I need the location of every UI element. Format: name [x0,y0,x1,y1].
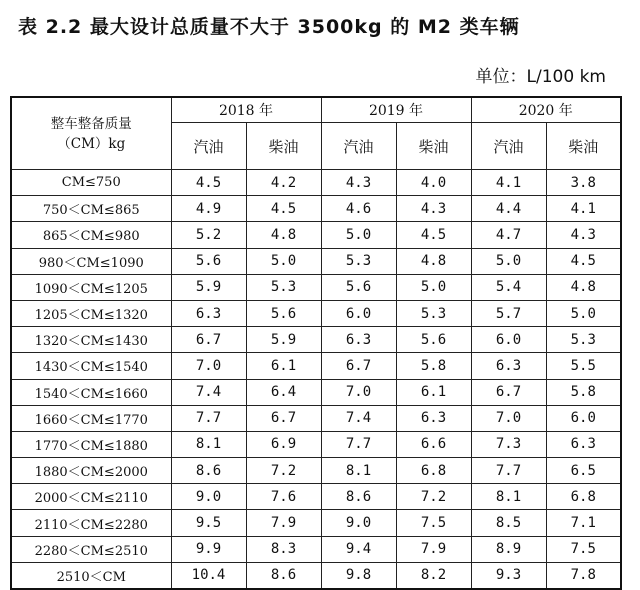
table-row [11,510,621,536]
table-title: 表 2.2 最大设计总质量不大于 3500kg 的 M2 类车辆 [18,16,520,38]
consumption-value-cell: 7.7 [171,405,246,431]
consumption-value-cell: 6.1 [396,379,471,405]
consumption-value-cell: 5.6 [171,248,246,274]
consumption-value-cell: 6.1 [246,353,321,379]
table-row [11,484,621,510]
consumption-value-cell: 5.3 [246,274,321,300]
table-row [11,196,621,222]
table-body [11,170,621,590]
fuel-header-gasoline: 汽油 [171,123,246,170]
consumption-value-cell: 4.3 [321,170,396,196]
consumption-value-cell: 6.3 [396,405,471,431]
mass-header-line2: （CM）kg [57,135,126,152]
consumption-value-cell: 6.7 [471,379,546,405]
consumption-value-cell: 5.7 [471,300,546,326]
mass-range-cell: 1430＜CM≤1540 [11,353,171,379]
consumption-value-cell: 10.4 [171,562,246,589]
consumption-value-cell: 5.8 [546,379,621,405]
mass-range-cell: 1205＜CM≤1320 [11,300,171,326]
consumption-value-cell: 6.3 [171,300,246,326]
consumption-value-cell: 4.1 [546,196,621,222]
consumption-value-cell: 9.9 [171,536,246,562]
fuel-header-diesel: 柴油 [246,123,321,170]
year-header-2020: 2020 年 [471,97,621,123]
consumption-value-cell: 9.0 [321,510,396,536]
mass-header-line1: 整车整备质量 [50,115,132,132]
mass-range-cell: 1660＜CM≤1770 [11,405,171,431]
consumption-value-cell: 5.0 [396,274,471,300]
consumption-value-cell: 6.9 [246,431,321,457]
year-header-2019: 2019 年 [321,97,471,123]
consumption-value-cell: 8.6 [246,562,321,589]
consumption-value-cell: 4.8 [246,222,321,248]
fuel-header-gasoline: 汽油 [471,123,546,170]
table-row [11,431,621,457]
consumption-value-cell: 8.3 [246,536,321,562]
consumption-value-cell: 8.9 [471,536,546,562]
consumption-value-cell: 5.0 [471,248,546,274]
consumption-value-cell: 7.9 [246,510,321,536]
mass-range-cell: 980＜CM≤1090 [11,248,171,274]
consumption-value-cell: 6.0 [471,327,546,353]
consumption-value-cell: 4.6 [321,196,396,222]
consumption-value-cell: 7.0 [321,379,396,405]
consumption-value-cell: 4.8 [546,274,621,300]
consumption-value-cell: 4.5 [171,170,246,196]
consumption-value-cell: 6.8 [396,458,471,484]
table-row [11,170,621,196]
consumption-value-cell: 7.4 [171,379,246,405]
consumption-value-cell: 5.6 [246,300,321,326]
consumption-value-cell: 5.5 [546,353,621,379]
consumption-value-cell: 5.8 [396,353,471,379]
mass-range-cell: 2280＜CM≤2510 [11,536,171,562]
consumption-value-cell: 5.3 [321,248,396,274]
consumption-value-cell: 8.6 [171,458,246,484]
table-row [11,327,621,353]
consumption-value-cell: 3.8 [546,170,621,196]
consumption-value-cell: 8.1 [471,484,546,510]
consumption-value-cell: 7.0 [171,353,246,379]
consumption-value-cell: 4.1 [471,170,546,196]
consumption-value-cell: 6.3 [471,353,546,379]
consumption-value-cell: 7.3 [471,431,546,457]
table-row [11,405,621,431]
consumption-value-cell: 6.0 [546,405,621,431]
table-row [11,353,621,379]
mass-range-cell: 1320＜CM≤1430 [11,327,171,353]
consumption-value-cell: 7.4 [321,405,396,431]
consumption-value-cell: 5.4 [471,274,546,300]
consumption-value-cell: 8.1 [321,458,396,484]
table-row [11,379,621,405]
consumption-value-cell: 4.5 [396,222,471,248]
consumption-value-cell: 4.5 [546,248,621,274]
mass-range-cell: 2000＜CM≤2110 [11,484,171,510]
mass-range-cell: 1090＜CM≤1205 [11,274,171,300]
consumption-value-cell: 6.0 [321,300,396,326]
fuel-header-diesel: 柴油 [396,123,471,170]
consumption-value-cell: 4.7 [471,222,546,248]
consumption-value-cell: 4.2 [246,170,321,196]
consumption-value-cell: 4.4 [471,196,546,222]
consumption-value-cell: 5.6 [396,327,471,353]
table-row [11,536,621,562]
consumption-value-cell: 5.0 [546,300,621,326]
consumption-value-cell: 5.3 [396,300,471,326]
consumption-value-cell: 7.0 [471,405,546,431]
consumption-value-cell: 9.4 [321,536,396,562]
fuel-consumption-table [10,96,622,590]
consumption-value-cell: 4.3 [396,196,471,222]
consumption-value-cell: 7.6 [246,484,321,510]
consumption-value-cell: 5.0 [321,222,396,248]
consumption-value-cell: 7.9 [396,536,471,562]
consumption-value-cell: 6.7 [246,405,321,431]
consumption-value-cell: 4.8 [396,248,471,274]
consumption-value-cell: 4.5 [246,196,321,222]
consumption-value-cell: 5.9 [246,327,321,353]
consumption-value-cell: 9.0 [171,484,246,510]
year-header-2018: 2018 年 [171,97,321,123]
table-row [11,562,621,589]
consumption-value-cell: 9.3 [471,562,546,589]
consumption-value-cell: 4.0 [396,170,471,196]
fuel-header-diesel: 柴油 [546,123,621,170]
mass-range-cell: 2510＜CM [11,562,171,589]
table-row [11,458,621,484]
consumption-value-cell: 7.2 [396,484,471,510]
consumption-value-cell: 6.3 [546,431,621,457]
consumption-value-cell: 7.5 [546,536,621,562]
consumption-value-cell: 9.8 [321,562,396,589]
table-row [11,248,621,274]
consumption-value-cell: 4.9 [171,196,246,222]
consumption-value-cell: 6.7 [321,353,396,379]
mass-range-cell: 750＜CM≤865 [11,196,171,222]
consumption-value-cell: 6.6 [396,431,471,457]
consumption-value-cell: 7.1 [546,510,621,536]
unit-label: 单位：L/100 km [475,67,606,87]
mass-range-cell: 865＜CM≤980 [11,222,171,248]
mass-column-header [11,97,171,170]
consumption-value-cell: 8.5 [471,510,546,536]
consumption-value-cell: 5.9 [171,274,246,300]
consumption-value-cell: 5.3 [546,327,621,353]
consumption-value-cell: 7.7 [471,458,546,484]
consumption-value-cell: 7.2 [246,458,321,484]
consumption-value-cell: 6.8 [546,484,621,510]
consumption-value-cell: 8.2 [396,562,471,589]
consumption-value-cell: 4.3 [546,222,621,248]
consumption-value-cell: 8.6 [321,484,396,510]
mass-range-cell: 1540＜CM≤1660 [11,379,171,405]
mass-range-cell: CM≤750 [11,170,171,196]
mass-range-cell: 1880＜CM≤2000 [11,458,171,484]
consumption-value-cell: 5.6 [321,274,396,300]
consumption-value-cell: 5.2 [171,222,246,248]
mass-range-cell: 1770＜CM≤1880 [11,431,171,457]
consumption-value-cell: 6.5 [546,458,621,484]
consumption-value-cell: 5.0 [246,248,321,274]
table-row [11,274,621,300]
table-row [11,300,621,326]
consumption-value-cell: 6.3 [321,327,396,353]
consumption-value-cell: 6.4 [246,379,321,405]
consumption-value-cell: 7.7 [321,431,396,457]
consumption-value-cell: 7.8 [546,562,621,589]
mass-range-cell: 2110＜CM≤2280 [11,510,171,536]
consumption-value-cell: 9.5 [171,510,246,536]
consumption-value-cell: 8.1 [171,431,246,457]
table-row [11,222,621,248]
fuel-header-gasoline: 汽油 [321,123,396,170]
consumption-value-cell: 7.5 [396,510,471,536]
consumption-value-cell: 6.7 [171,327,246,353]
